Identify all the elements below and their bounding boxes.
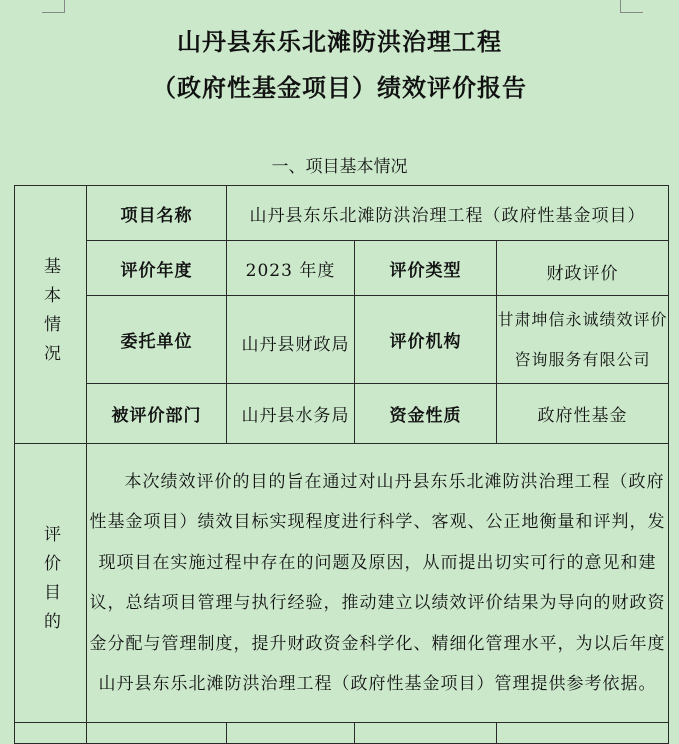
project-name-value: 山丹县东乐北滩防洪治理工程（政府性基金项目）	[227, 186, 669, 241]
purpose-text: 本次绩效评价的目的旨在通过对山丹县东乐北滩防洪治理工程（政府性基金项目）绩效目标实现程度进行科学、客观、公正地衡量和评判，发现项目在实施过程中存在的问题及原因，从而提出切实可行的意见和建议，总结项目管理与执行经验，推动建立以绩效评价结果为导向的财政资金分配与管理制度，提升财政资金科学化、精细化管理水平，为以后年度山丹县东乐北滩防洪治理工程（政府性基金项目）管理提供参考依据。	[89, 471, 666, 694]
table-row	[15, 186, 669, 241]
purpose-cell	[87, 444, 669, 723]
dept-label: 被评价部门	[87, 384, 227, 444]
eval-org-label: 评价机构	[355, 296, 497, 384]
table-row	[15, 723, 669, 744]
eval-type-value: 财政评价	[497, 241, 669, 296]
fund-nature-value: 政府性基金	[497, 384, 669, 444]
report-title-line1: 山丹县东乐北滩防洪治理工程	[177, 28, 502, 56]
empty-cell	[355, 723, 497, 744]
section-heading: 一、项目基本情况	[271, 157, 408, 177]
basic-info-table	[14, 185, 669, 744]
table-row	[15, 241, 669, 296]
table-row	[15, 444, 669, 723]
dept-value: 山丹县水务局	[227, 384, 355, 444]
empty-cell	[87, 723, 227, 744]
client-value: 山丹县财政局	[227, 296, 355, 384]
page-corner-mark-left	[42, 0, 65, 13]
eval-type-label: 评价类型	[355, 241, 497, 296]
purpose-side-label: 评价目的	[15, 444, 87, 723]
report-title-line2: （政府性基金项目）绩效评价报告	[152, 74, 527, 102]
client-label: 委托单位	[87, 296, 227, 384]
fund-nature-label: 资金性质	[355, 384, 497, 444]
table-row	[15, 296, 669, 384]
table-row	[15, 384, 669, 444]
eval-year-label: 评价年度	[87, 241, 227, 296]
page-corner-mark-right	[620, 0, 643, 13]
empty-cell	[227, 723, 355, 744]
eval-org-value: 甘肃坤信永诚绩效评价咨询服务有限公司	[497, 309, 668, 369]
eval-org-cell	[497, 296, 669, 384]
empty-cell	[15, 723, 87, 744]
eval-year-value: 2023 年度	[227, 241, 355, 296]
empty-cell	[497, 723, 669, 744]
project-name-label: 项目名称	[87, 186, 227, 241]
basic-info-side-label: 基本情况	[15, 186, 87, 444]
